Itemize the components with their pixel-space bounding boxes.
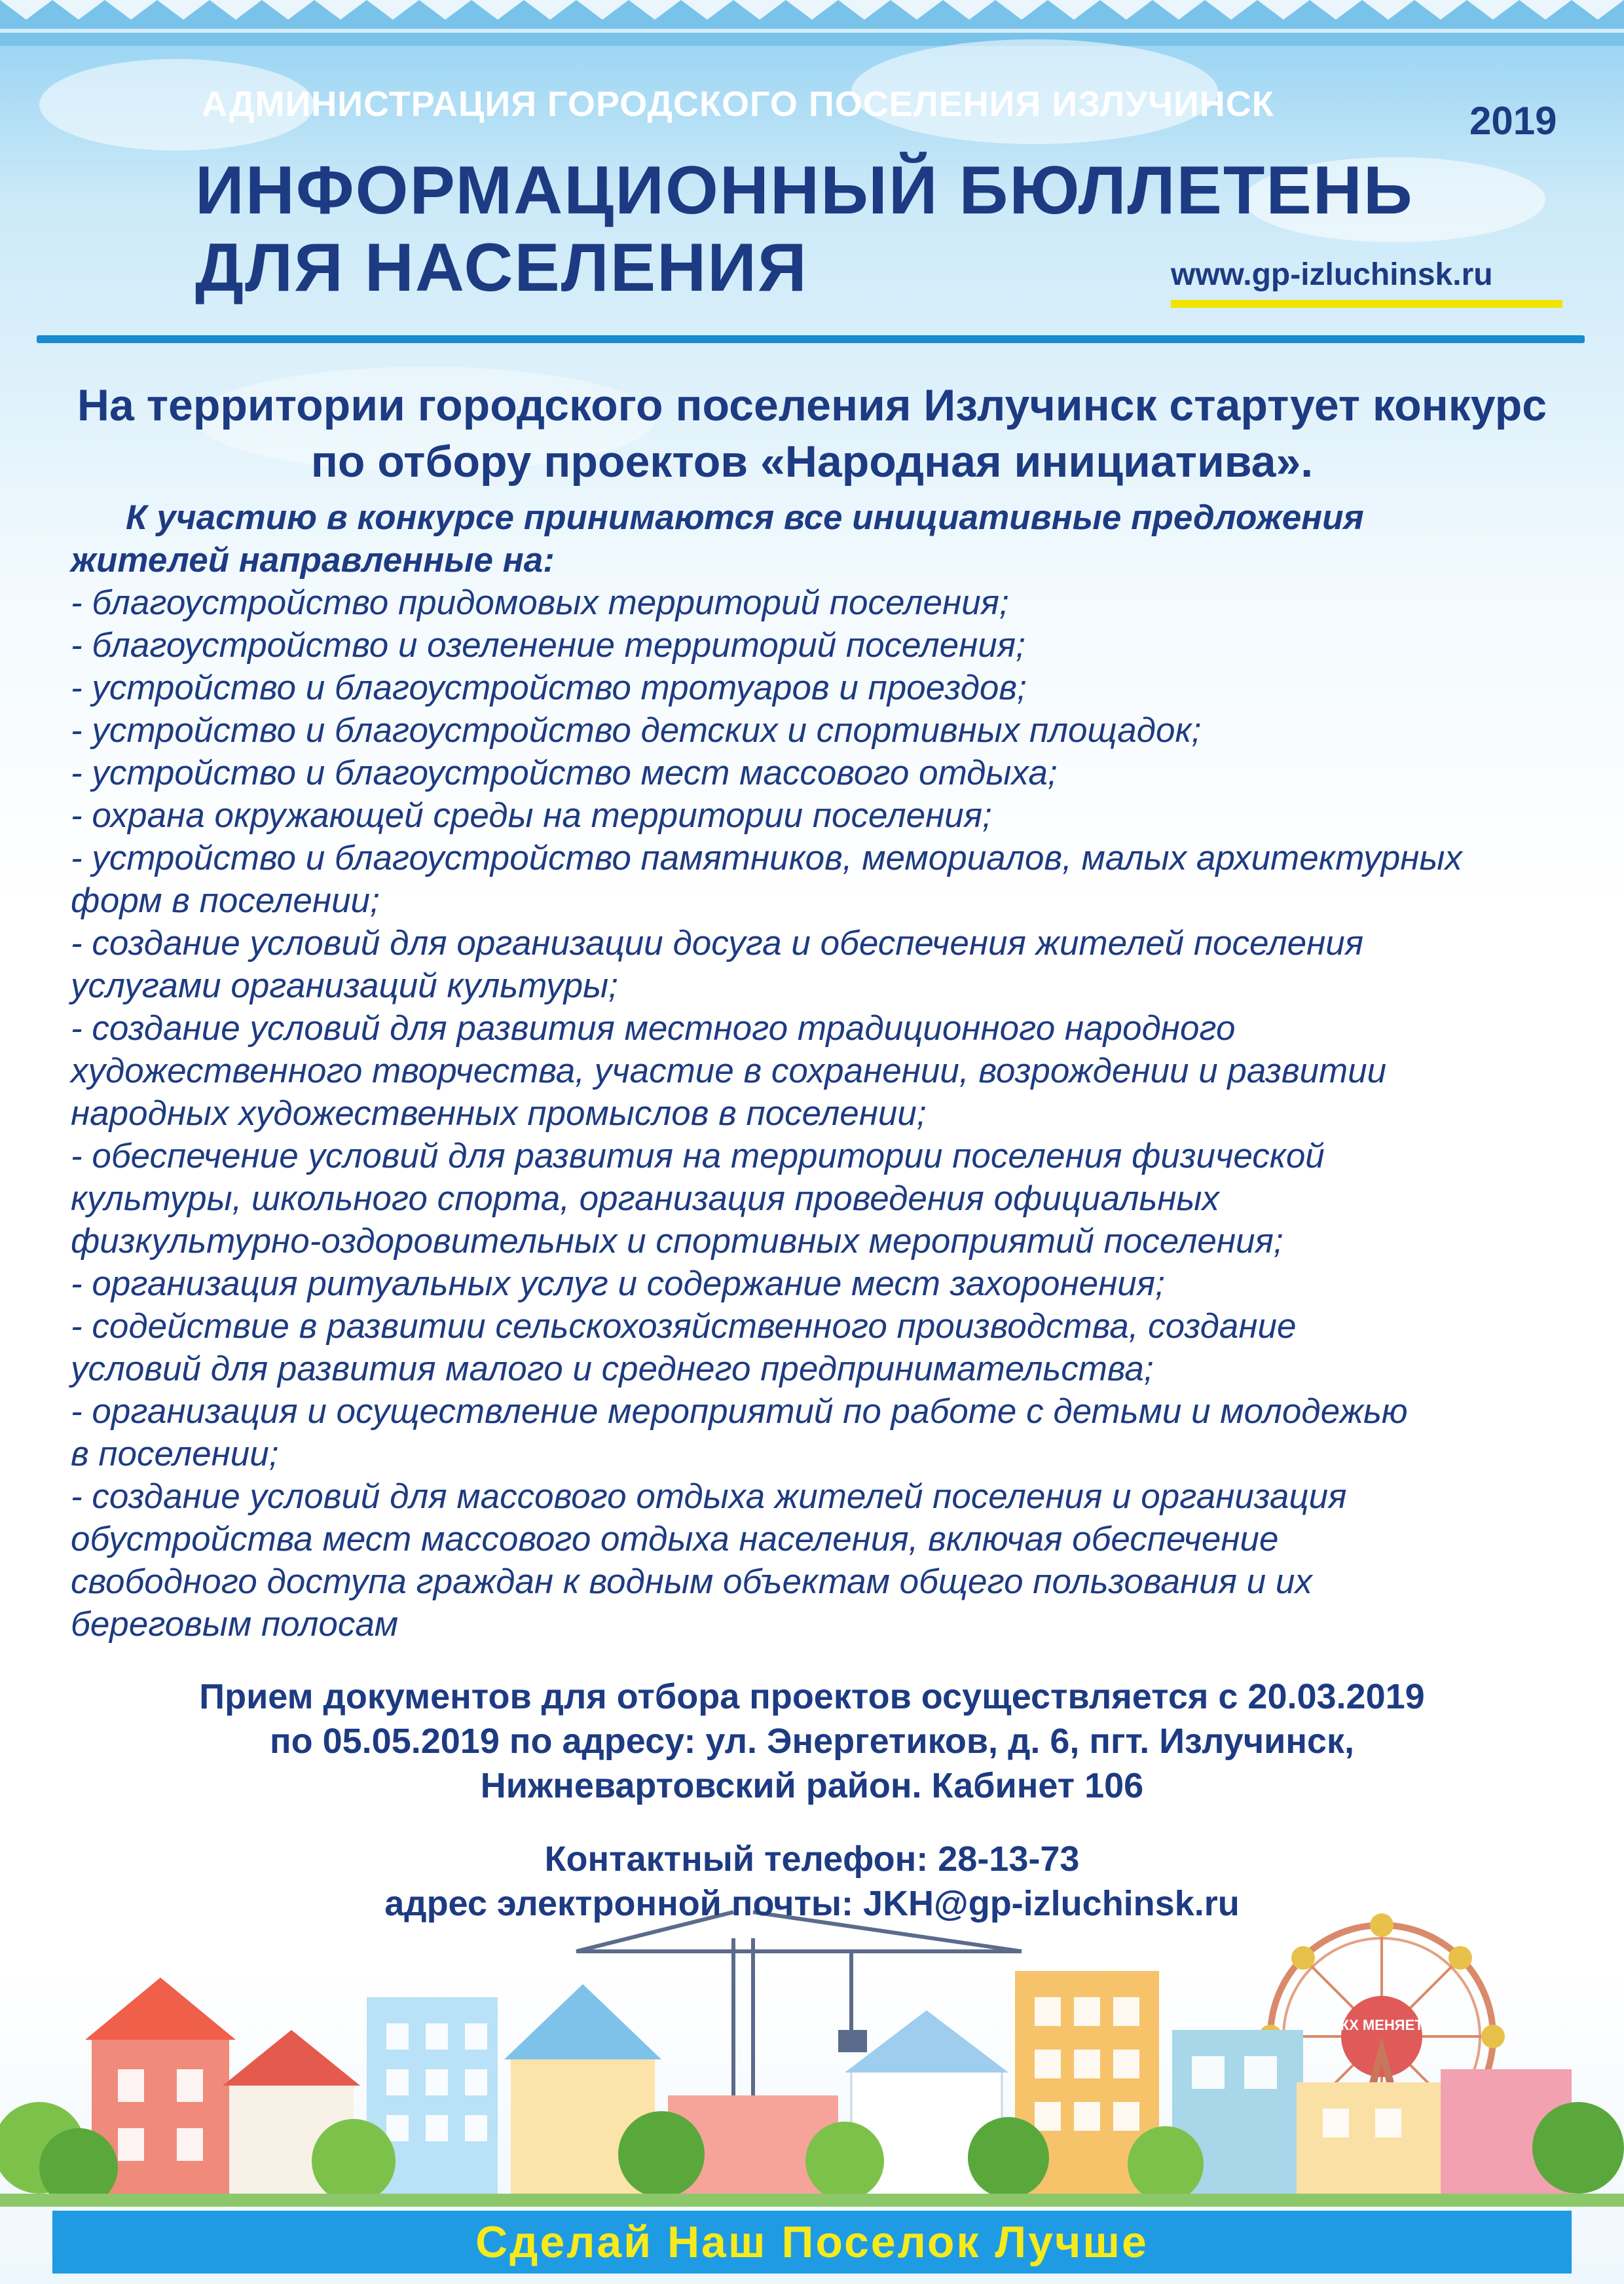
documents-line1: Прием документов для отбора проектов осуществляется с 20.03.2019 bbox=[199, 1677, 1425, 1716]
bulletin-title-line2: ДЛЯ НАСЕЛЕНИЯ bbox=[195, 230, 808, 306]
list-item: свободного доступа граждан к водным объектам общего пользования и их bbox=[71, 1562, 1312, 1601]
issue-year: 2019 bbox=[1469, 99, 1557, 143]
footer-slogan: Сделай Наш Поселок Лучше bbox=[475, 2217, 1149, 2267]
list-item: - организация ритуальных услуг и содержание мест захоронения; bbox=[71, 1264, 1165, 1303]
contact-phone: Контактный телефон: 28-13-73 bbox=[544, 1839, 1080, 1879]
list-item: - устройство и благоустройство памятников, мемориалов, малых архитектурных bbox=[71, 839, 1462, 877]
town-illustration bbox=[0, 1899, 1624, 2207]
header-divider bbox=[37, 335, 1585, 343]
crane-hook bbox=[838, 2030, 867, 2052]
top-ornament bbox=[0, 0, 1624, 46]
list-item: - устройство и благоустройство тротуаров и проездов; bbox=[71, 669, 1027, 707]
documents-line2: по 05.05.2019 по адресу: ул. Энергетиков, д. 6, пгт. Излучинск, bbox=[270, 1722, 1354, 1761]
list-item: - создание условий для организации досуга и обеспечения жителей поселения bbox=[71, 924, 1364, 963]
wheel-sign-text: #ЖКХ МЕНЯЕТСЯ bbox=[1319, 2017, 1445, 2033]
organization-name: АДМИНИСТРАЦИЯ ГОРОДСКОГО ПОСЕЛЕНИЯ ИЗЛУЧИНСК bbox=[202, 84, 1274, 124]
list-item: - благоустройство придомовых территорий поселения; bbox=[71, 583, 1009, 622]
grass-strip bbox=[0, 2194, 1624, 2207]
headline-line1: На территории городского поселения Излучинск стартует конкурс bbox=[77, 380, 1547, 430]
list-item: форм в поселении; bbox=[71, 881, 380, 920]
list-item: физкультурно-оздоровительных и спортивных мероприятий поселения; bbox=[71, 1222, 1283, 1261]
list-item: - создание условий для развития местного традиционного народного bbox=[71, 1009, 1236, 1048]
intro-line: жителей направленные на: bbox=[71, 541, 555, 580]
list-item: услугами организаций культуры; bbox=[71, 967, 618, 1005]
article-body bbox=[71, 496, 1603, 1646]
list-item: в поселении; bbox=[71, 1435, 279, 1473]
intro-line: К участию в конкурсе принимаются все инициативные предложения bbox=[126, 498, 1364, 537]
list-item: художественного творчества, участие в сохранении, возрождении и развитии bbox=[71, 1052, 1387, 1090]
headline-line2: по отбору проектов «Народная инициатива». bbox=[310, 437, 1314, 487]
website-underline bbox=[1171, 300, 1562, 308]
list-item: обустройства мест массового отдыха населения, включая обеспечение bbox=[71, 1520, 1279, 1558]
website-link[interactable]: www.gp-izluchinsk.ru bbox=[1171, 257, 1493, 292]
list-item: народных художественных промыслов в поселении; bbox=[71, 1094, 927, 1133]
list-item: - содействие в развитии сельскохозяйственного производства, создание bbox=[71, 1307, 1297, 1346]
bulletin-title-line1: ИНФОРМАЦИОННЫЙ БЮЛЛЕТЕНЬ bbox=[195, 153, 1414, 229]
list-item: - создание условий для массового отдыха жителей поселения и организация bbox=[71, 1477, 1347, 1516]
list-item: - устройство и благоустройство детских и спортивных площадок; bbox=[71, 711, 1202, 750]
list-item: - организация и осуществление мероприятий по работе с детьми и молодежью bbox=[71, 1392, 1408, 1431]
list-item: - охрана окружающей среды на территории поселения; bbox=[71, 796, 992, 835]
documents-line3: Нижневартовский район. Кабинет 106 bbox=[480, 1766, 1144, 1805]
list-item: условий для развития малого и среднего предпринимательства; bbox=[71, 1350, 1154, 1388]
list-item: - благоустройство и озеленение территорий поселения; bbox=[71, 626, 1025, 665]
footer-banner bbox=[52, 2211, 1572, 2274]
list-item: - обеспечение условий для развития на территории поселения физической bbox=[71, 1137, 1325, 1175]
list-item: - устройство и благоустройство мест массового отдыха; bbox=[71, 754, 1058, 792]
list-item: береговым полосам bbox=[71, 1605, 399, 1644]
list-item: культуры, школьного спорта, организация проведения официальных bbox=[71, 1179, 1219, 1218]
contact-email[interactable]: адрес электронной почты: JKH@gp-izluchinsk.ru bbox=[384, 1884, 1240, 1923]
